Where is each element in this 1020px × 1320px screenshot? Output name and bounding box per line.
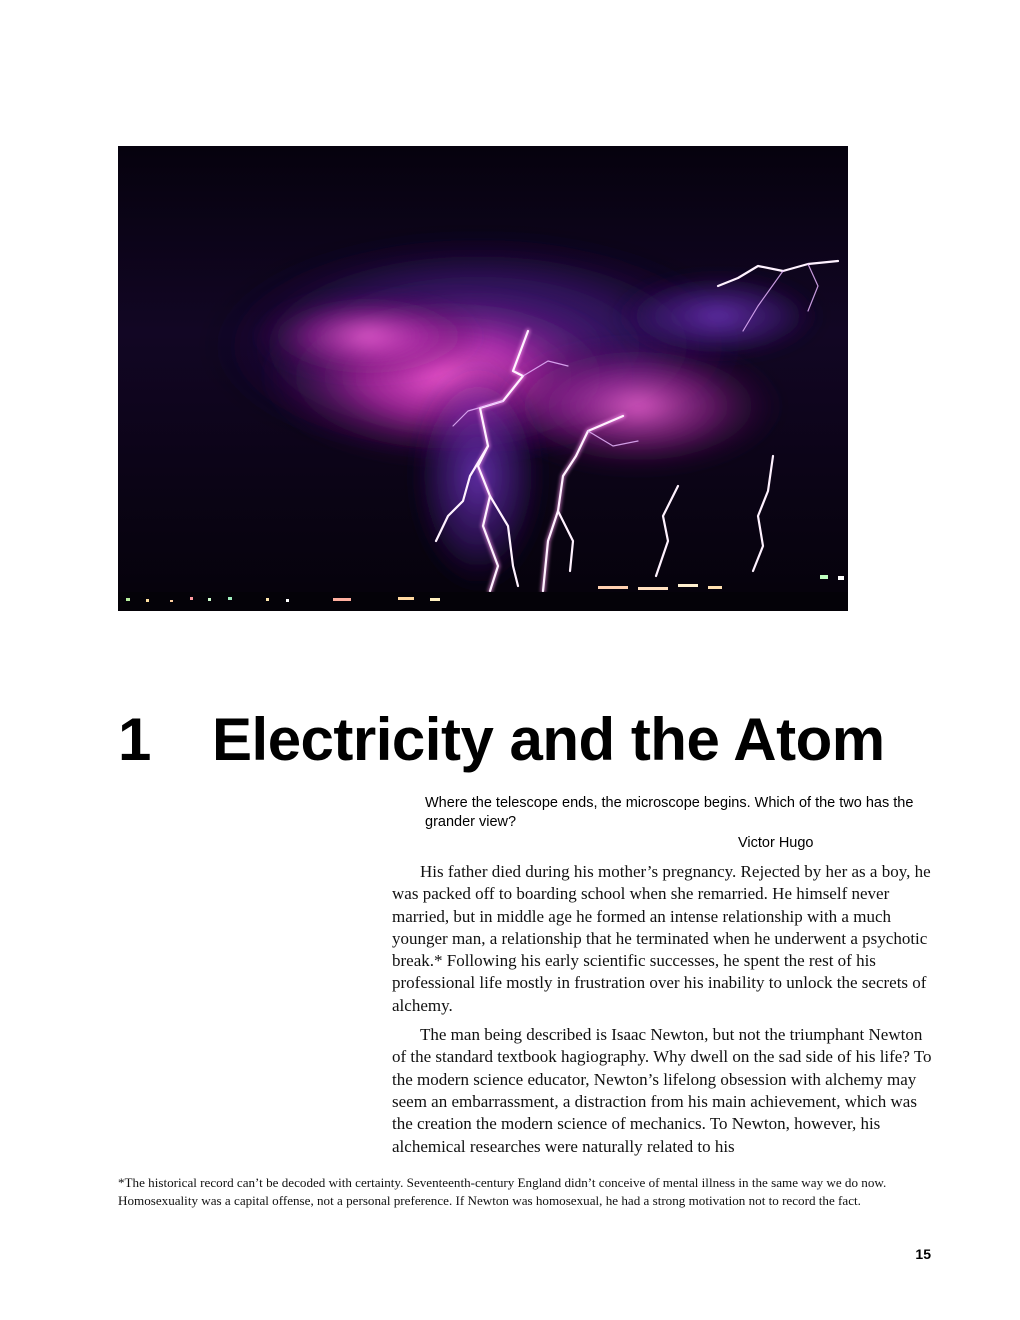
chapter-title: Electricity and the Atom [212,706,885,773]
lightning-photo [118,146,848,611]
body-paragraph: The man being described is Isaac Newton, but not the triumphant Newton of the standard textbook hagiography. Why dwell on the sad side of his life? To the modern science educator, Newton’s lifelong obsession with alchemy may seem an embarrassment, a distraction from his main achievement, which was the creation the modern science of mechanics. To Newton, however, his alchemical researches were naturally related to his [392,1025,932,1156]
body-text [392,861,932,1165]
chapter-heading [118,700,885,780]
epigraph-quote: Where the telescope ends, the microscope begins. Which of the two has the grander view? [425,795,914,830]
footnote: *The historical record can’t be decoded with certainty. Seventeenth-century England didn’t conceive of mental illness in the same way we do now. Homosexuality was a capital offense, not a personal preference. If Newton was homosexual, he had a strong motivation not to record the fact. [118,1175,887,1208]
body-paragraph: His father died during his mother’s pregnancy. Rejected by her as a boy, he was packed off to boarding school when she remarried. He himself never married, but in middle age he formed an intense relationship with a much younger man, a relationship that he terminated when he underwent a psychotic break.* Following his early scientific successes, he spent the rest of his professional life mostly in frustration over his inability to unlock the secrets of alchemy. [392,862,931,1015]
chapter-number: 1 [118,706,151,773]
epigraph-author: Victor Hugo [738,835,814,851]
page-number: 15 [915,1246,931,1262]
lightning-storm-image [118,146,848,611]
